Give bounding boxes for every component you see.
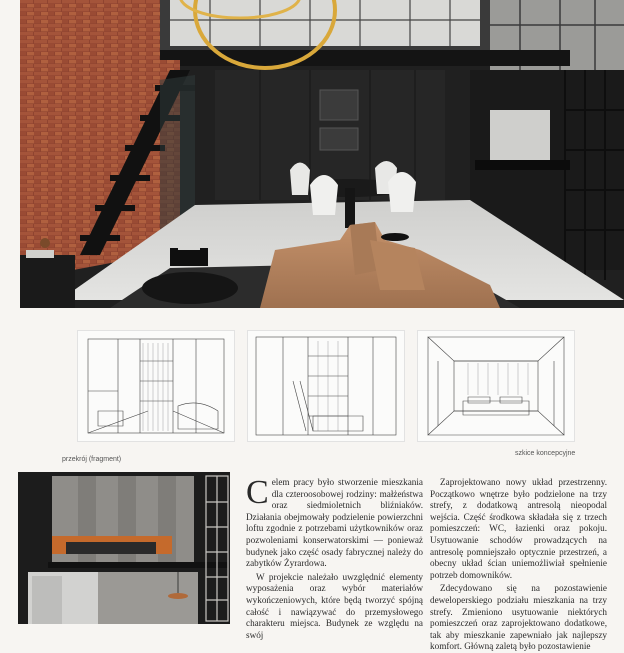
drop-cap: C [246, 474, 269, 511]
article-paragraph: Zdecydowano się na pozostawienie deweloperskiego podziału mieszkania na trzy strefy. Zmieniono usytuowanie niektórych pomieszczeń oraz zaprojektowano dodatkowe, tak aby mieszkanie zapewniało jak najlepszy komfort. Główną zaletą było pozostawienie [430, 583, 607, 652]
article-column-1 [246, 474, 423, 641]
cross-section-image [18, 472, 230, 624]
interior-render-image [20, 0, 624, 308]
article-paragraph: Zaprojektowano nowy układ przestrzenny. Początkowo wnętrze było podzielone na trzy strefy, z dodatkową antresolą nieopodal wejścia. Część środkowa składała się z trzech pomieszczeń: WC, łazienki oraz pokoju. Usytuowanie schodów prowadzących na antresolę pomniejszało optycznie przestrzeń, a obecny układ ścian uniemożliwiał spełnienie potrzeb domowników. [430, 477, 607, 580]
sketch-drawing [78, 331, 234, 441]
paragraph-text: elem pracy było stworzenie mieszkania dla czteroosobowej rodziny: małżeństwa oraz siedmioletnich bliźniaków. Działania obejmowały podzielenie powierzchni loftu zgodnie z potrzebami użytkowników oraz pozwoleniami konserwatorskimi — ponieważ budynek jako część osady fabrycznej należy do zabytków Żyrardowa. [246, 477, 423, 569]
loft-render-illustration [20, 0, 624, 308]
sketch-drawing [248, 331, 404, 441]
article-paragraph [246, 474, 423, 570]
sketches-caption: szkice koncepcyjne [515, 450, 576, 457]
sketch-drawing [418, 331, 574, 441]
section-caption: przekrój (fragment) [62, 456, 122, 463]
article-paragraph: W projekcie należało uwzględnić elementy wyposażenia oraz wybór materiałów wykończeniowych, które będą tworzyć spójną całość i nawiązywać do przemysłowego charakteru miejsca. Budynek ze względu na swój [246, 571, 423, 640]
article-column-2 [430, 477, 607, 653]
concept-sketch-2 [247, 330, 405, 442]
concept-sketch-3 [417, 330, 575, 442]
concept-sketch-1 [77, 330, 235, 442]
cross-section-drawing [18, 472, 230, 624]
